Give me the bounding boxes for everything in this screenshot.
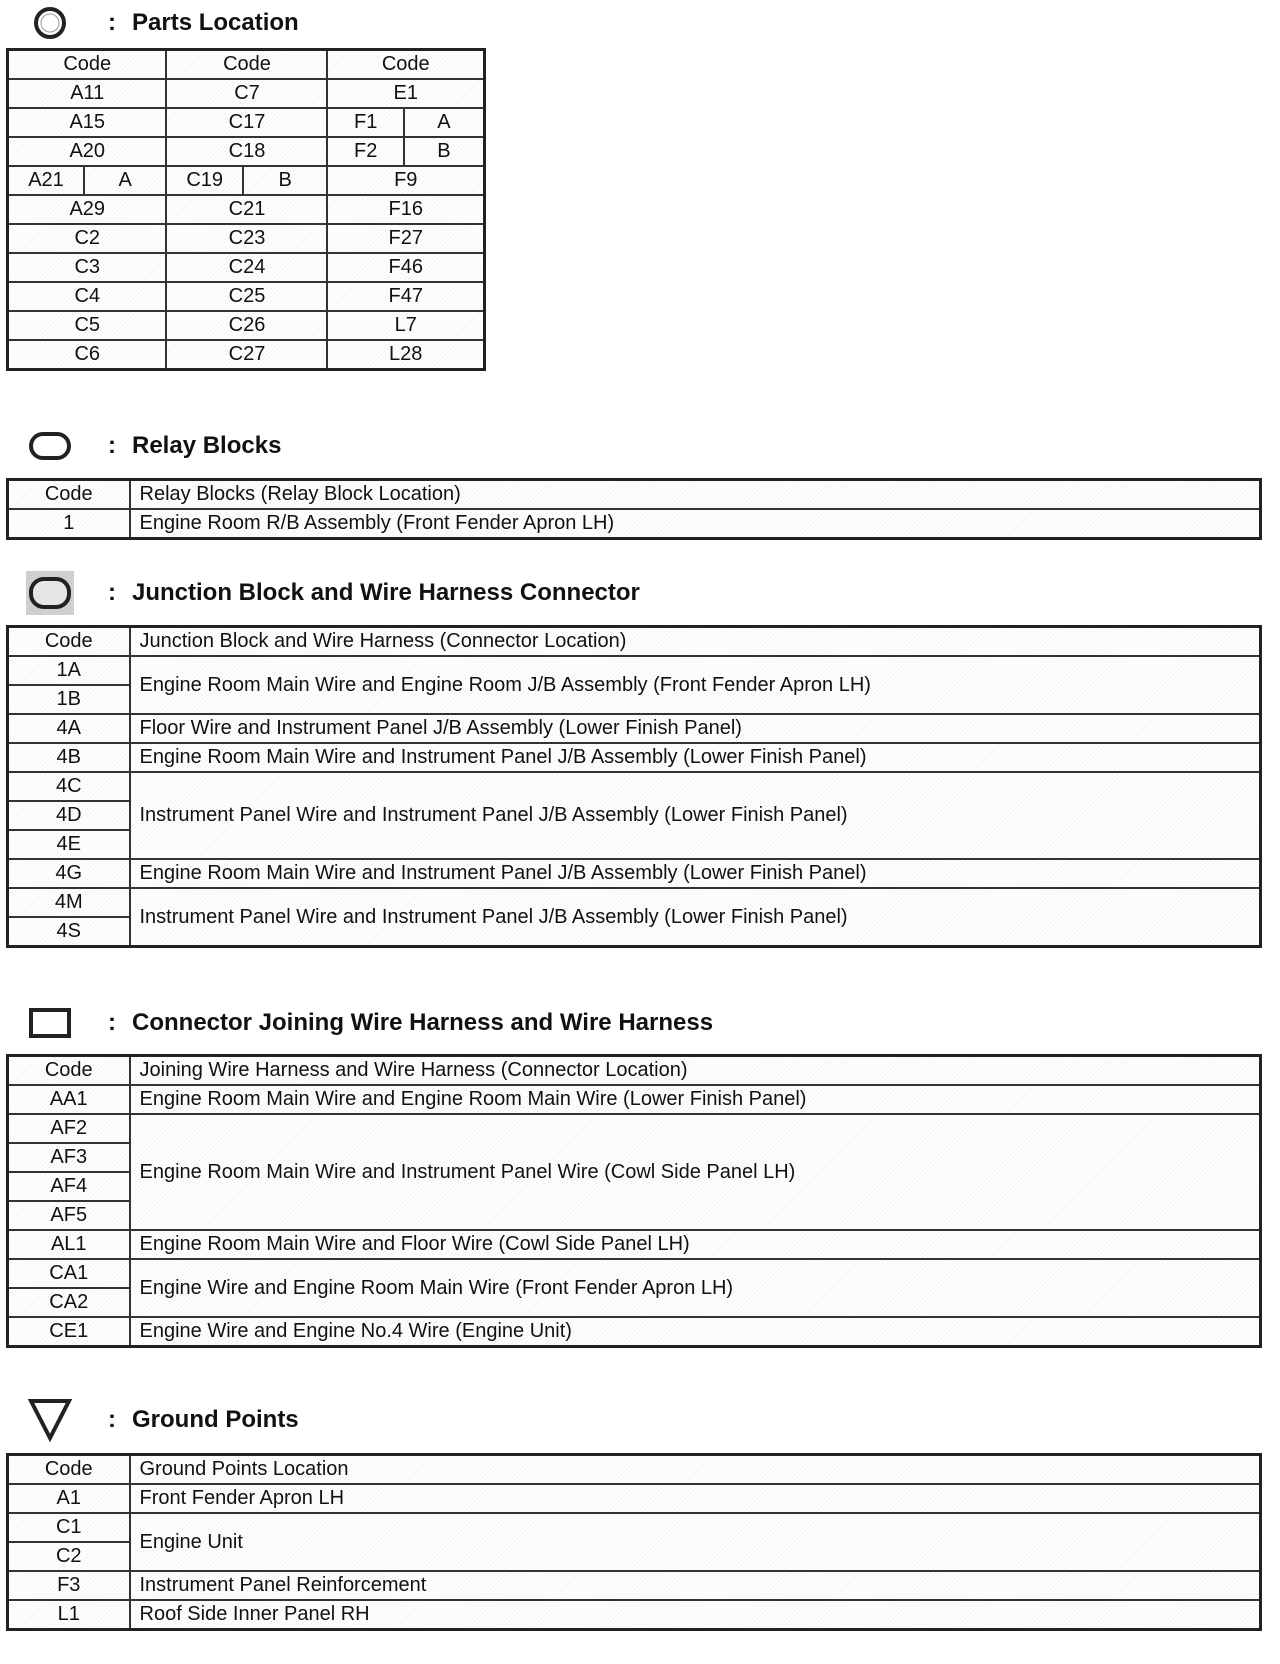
location-cell: Engine Room Main Wire and Instrument Panel J/B Assembly (Lower Finish Panel) [130,743,1261,772]
code-cell: C5 [8,311,167,340]
code-cell: 1A [8,656,130,685]
parts-location-table [6,48,486,371]
header-cell: Code [166,50,327,80]
table-row [8,224,485,253]
table-row [8,1317,1261,1347]
code-cell: A15 [8,108,167,137]
code-cell: 4A [8,714,130,743]
code-cell: F3 [8,1571,130,1600]
suffix-cell: A [404,108,485,137]
code-cell: AF5 [8,1201,130,1230]
code-cell: F2 [327,137,403,166]
junction-block-title: Junction Block and Wire Harness Connector [132,579,640,606]
rounded-rect-icon [26,426,74,466]
table-row [8,656,1261,685]
location-cell: Engine Room R/B Assembly (Front Fender Apron LH) [130,509,1261,539]
table-row [8,282,485,311]
table-row [8,166,485,195]
code-cell: A1 [8,1484,130,1513]
code-cell: A20 [8,137,167,166]
table-row [8,311,485,340]
code-cell: F16 [327,195,484,224]
code-cell: 1B [8,685,130,714]
table-row [8,1259,1261,1288]
code-cell: L1 [8,1600,130,1630]
code-cell: F9 [327,166,484,195]
code-cell: E1 [327,79,484,108]
table-row [8,1230,1261,1259]
code-cell: C6 [8,340,167,370]
code-cell: C25 [166,282,327,311]
code-cell: AA1 [8,1085,130,1114]
parts-location-header [26,3,299,43]
code-cell: F47 [327,282,484,311]
suffix-cell: A [84,166,167,195]
location-cell: Roof Side Inner Panel RH [130,1600,1261,1630]
table-row [8,195,485,224]
code-cell: C3 [8,253,167,282]
code-cell: C18 [166,137,327,166]
table-row [8,1484,1261,1513]
code-cell: C2 [8,224,167,253]
location-cell: Floor Wire and Instrument Panel J/B Assembly (Lower Finish Panel) [130,714,1261,743]
triangle-down-icon [26,1400,74,1440]
table-row [8,743,1261,772]
code-cell: CA1 [8,1259,130,1288]
location-cell: Instrument Panel Wire and Instrument Panel J/B Assembly (Lower Finish Panel) [130,772,1261,859]
code-cell: C17 [166,108,327,137]
parts-location-title: Parts Location [132,9,299,36]
table-row [8,137,485,166]
shaded-rounded-rect-icon [26,573,74,613]
code-cell: C26 [166,311,327,340]
code-cell: L7 [327,311,484,340]
square-icon [26,1003,74,1043]
code-cell: C23 [166,224,327,253]
location-cell: Engine Room Main Wire and Instrument Panel Wire (Cowl Side Panel LH) [130,1114,1261,1230]
ground-points-colon: : [108,1406,116,1433]
code-cell: 4G [8,859,130,888]
connector-joining-header [26,1003,713,1043]
table-row [8,108,485,137]
location-cell: Engine Unit [130,1513,1261,1571]
header-code-cell: Code [8,480,130,510]
ground-points-header [26,1400,299,1440]
table-row [8,859,1261,888]
table-row [8,253,485,282]
code-cell: C21 [166,195,327,224]
table-header-row [8,627,1261,657]
header-cell: Code [327,50,484,80]
relay-blocks-header [26,426,281,466]
code-cell: AL1 [8,1230,130,1259]
header-code-cell: Code [8,627,130,657]
location-cell: Instrument Panel Wire and Instrument Panel J/B Assembly (Lower Finish Panel) [130,888,1261,947]
connector-joining-title: Connector Joining Wire Harness and Wire Harness [132,1009,714,1036]
table-row [8,1600,1261,1630]
location-cell: Engine Room Main Wire and Engine Room Main Wire (Lower Finish Panel) [130,1085,1261,1114]
parts-location-colon: : [108,9,116,36]
code-cell: A11 [8,79,167,108]
location-cell: Engine Room Main Wire and Engine Room J/B Assembly (Front Fender Apron LH) [130,656,1261,714]
header-cell: Code [8,50,167,80]
connector-joining-colon: : [108,1009,116,1036]
table-row [8,1114,1261,1143]
location-cell: Engine Wire and Engine Room Main Wire (Front Fender Apron LH) [130,1259,1261,1317]
header-description-cell: Junction Block and Wire Harness (Connector Location) [130,627,1261,657]
location-cell: Instrument Panel Reinforcement [130,1571,1261,1600]
table-row [8,1513,1261,1542]
table-row [8,509,1261,539]
table-header-row [8,50,485,80]
code-cell: 4E [8,830,130,859]
code-cell: AF4 [8,1172,130,1201]
junction-block-table [6,625,1262,948]
table-row [8,340,485,370]
location-cell: Engine Room Main Wire and Instrument Panel J/B Assembly (Lower Finish Panel) [130,859,1261,888]
table-header-row [8,1455,1261,1485]
relay-blocks-title: Relay Blocks [132,432,282,459]
table-row [8,772,1261,801]
location-cell: Engine Room Main Wire and Floor Wire (Cowl Side Panel LH) [130,1230,1261,1259]
code-cell: 4M [8,888,130,917]
code-cell: F1 [327,108,403,137]
table-row [8,1085,1261,1114]
suffix-cell: B [404,137,485,166]
relay-blocks-table [6,478,1262,540]
code-cell: C1 [8,1513,130,1542]
code-cell: 4D [8,801,130,830]
code-cell: 4C [8,772,130,801]
ground-points-table [6,1453,1262,1631]
code-cell: A21 [8,166,84,195]
location-cell: Engine Wire and Engine No.4 Wire (Engine Unit) [130,1317,1261,1347]
code-cell: CA2 [8,1288,130,1317]
code-cell: 1 [8,509,130,539]
code-cell: C2 [8,1542,130,1571]
code-cell: L28 [327,340,484,370]
table-header-row [8,480,1261,510]
relay-blocks-colon: : [108,432,116,459]
table-row [8,714,1261,743]
ground-points-title: Ground Points [132,1406,299,1433]
code-cell: C24 [166,253,327,282]
connector-joining-table [6,1054,1262,1348]
junction-block-colon: : [108,579,116,606]
table-row [8,79,485,108]
code-cell: C4 [8,282,167,311]
code-cell: 4B [8,743,130,772]
code-cell: C7 [166,79,327,108]
code-cell: F27 [327,224,484,253]
table-header-row [8,1056,1261,1086]
header-code-cell: Code [8,1455,130,1485]
code-cell: 4S [8,917,130,947]
code-cell: A29 [8,195,167,224]
code-cell: C27 [166,340,327,370]
table-row [8,1571,1261,1600]
header-code-cell: Code [8,1056,130,1086]
code-cell: F46 [327,253,484,282]
code-cell: C19 [166,166,242,195]
header-description-cell: Joining Wire Harness and Wire Harness (Connector Location) [130,1056,1261,1086]
location-cell: Front Fender Apron LH [130,1484,1261,1513]
circle-icon [26,3,74,43]
code-cell: CE1 [8,1317,130,1347]
junction-block-header [26,573,640,613]
header-description-cell: Ground Points Location [130,1455,1261,1485]
code-cell: AF2 [8,1114,130,1143]
suffix-cell: B [243,166,328,195]
code-cell: AF3 [8,1143,130,1172]
header-description-cell: Relay Blocks (Relay Block Location) [130,480,1261,510]
table-row [8,888,1261,917]
